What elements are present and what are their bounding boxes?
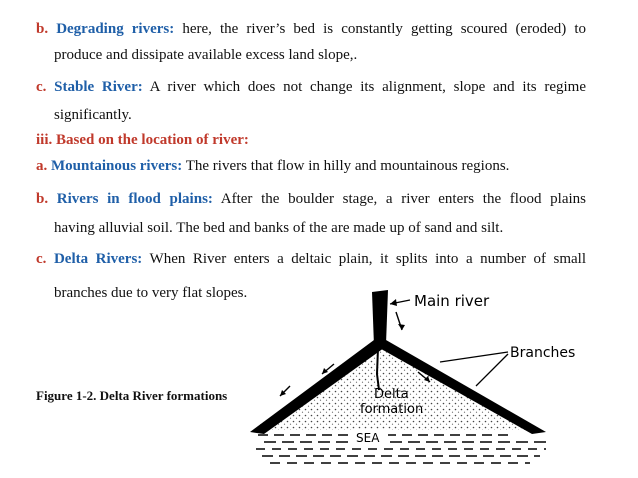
- item-term: Rivers in flood plains:: [56, 191, 213, 207]
- item-delta-rivers-line1: [36, 252, 586, 267]
- item-marker: b.: [36, 191, 49, 207]
- item-text: The rivers that flow in hilly and mountainous regions.: [185, 158, 510, 174]
- figure-caption: Figure 1-2. Delta River formations: [36, 388, 228, 403]
- item-term: Mountainous rivers:: [51, 158, 183, 174]
- item-stable-river-line2: significantly.: [54, 107, 132, 123]
- item-degrading-rivers-line2: produce and dissipate available excess land slope,.: [54, 47, 358, 63]
- item-flood-plains-line2: having alluvial soil. The bed and banks of the are made up of sand and silt.: [54, 220, 504, 236]
- item-flood-plains-line1: [36, 192, 586, 207]
- branches-label: Branches: [510, 345, 576, 361]
- item-term: Stable River:: [54, 79, 143, 95]
- main-river-label: Main river: [414, 292, 490, 310]
- item-marker: b.: [36, 21, 49, 37]
- item-degrading-rivers-line1: [36, 22, 586, 37]
- item-term: Delta Rivers:: [53, 251, 143, 267]
- branches-pointer-upper: [440, 352, 508, 362]
- item-text: A river which does not change its alignment, slope and its regime: [149, 79, 586, 95]
- item-text: here, the river’s bed is constantly getting scoured (eroded) to: [182, 21, 586, 37]
- formation-label: formation: [360, 402, 424, 417]
- item-text: After the boulder stage, a river enters the flood plains: [220, 191, 586, 207]
- item-term: Degrading rivers:: [56, 21, 175, 37]
- item-mountainous-rivers: [36, 158, 509, 175]
- item-delta-rivers-line2: branches due to very flat slopes.: [54, 285, 248, 301]
- item-marker: c.: [36, 79, 47, 95]
- item-marker: a.: [36, 158, 48, 174]
- item-marker: c.: [36, 251, 47, 267]
- branches-pointer-lower: [476, 354, 508, 386]
- item-text: When River enters a deltaic plain, it splits into a number of small: [149, 251, 586, 267]
- sea-waves: [256, 435, 550, 463]
- arrow-head-icon: [390, 299, 397, 306]
- delta-label: Delta: [374, 387, 409, 402]
- section-heading: iii. Based on the location of river:: [36, 132, 249, 148]
- item-stable-river-line1: [36, 80, 586, 95]
- sea-label: SEA: [356, 431, 380, 445]
- delta-river-figure: [250, 282, 600, 467]
- main-river-channel: [372, 290, 388, 346]
